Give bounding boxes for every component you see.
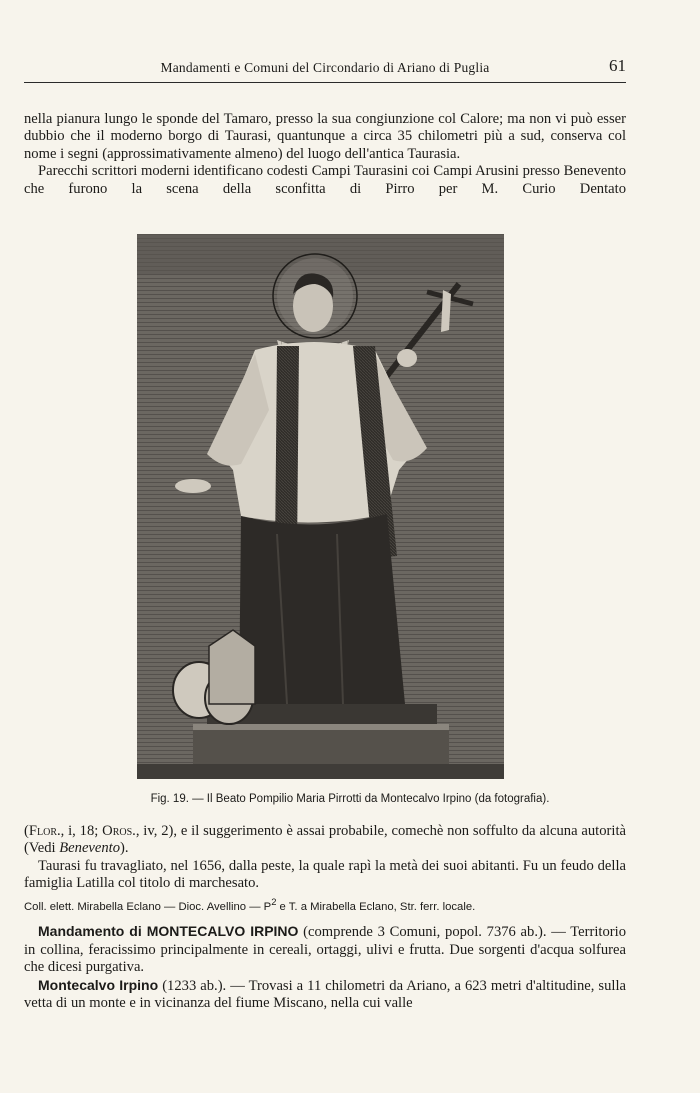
montecalvo-heading: Montecalvo Irpino — [38, 976, 159, 993]
montecalvo-paragraph — [24, 977, 626, 1013]
mandamento-heading: Mandamento di MONTECALVO IRPINO — [38, 923, 299, 940]
ref-oros-location: , iv, 2), e il suggerimento è assai probabile, comechè non soffulto da alcuna autorità (Vedi — [24, 823, 626, 857]
ref-benevento: Benevento — [59, 840, 121, 857]
running-header — [24, 56, 626, 83]
montecalvo-text: (1233 ab.). — Trovasi a 11 chilometri da Ariano, a 623 metri d'altitudine, sulla vetta di un monte e in vicinanza del fiume Miscano, nella cui valle — [24, 977, 626, 1012]
mandamento-text: (comprende 3 Comuni, popol. 7376 ab.). — Territorio in collina, feracissimo principalmente in cereali, ortaggi, ulivi e frutta. Due sorgenti d'acqua solfurea che dicesi purgativa. — [24, 924, 626, 976]
electoral-info — [24, 894, 626, 915]
intro-paragraph-2: Parecchi scrittori moderni identificano codesti Campi Taurasini coi Campi Arusini presso Benevento che furono la scena della sconfitta di Pirro per M. Curio Dentato — [24, 163, 626, 197]
ref-flor: Flor. — [28, 823, 61, 839]
page-number: 61 — [609, 56, 626, 75]
ref-oros: Oros. — [102, 823, 136, 839]
intro-text — [24, 111, 626, 198]
electoral-info-sup: 2 — [271, 895, 277, 907]
engraving-figure — [137, 234, 504, 779]
electoral-info-b: e T. a Mirabella Eclano, Str. ferr. locale. — [276, 900, 476, 913]
ref-tail: ). — [120, 840, 129, 857]
ref-flor-location: , i, 18; — [60, 823, 103, 839]
body-text — [24, 823, 626, 1012]
header-title: Mandamenti e Comuni del Circondario di Ariano di Puglia — [160, 60, 490, 75]
engraving-illustration — [137, 234, 504, 779]
intro-paragraph-1: nella pianura lungo le sponde del Tamaro, presso la sua congiunzione col Calore; ma non vi può esser dubbio che il moderno borgo di Taurasi, quantunque a circa 35 chilometri più a sud, conserva col nome i segni (approssimativamente almeno) del luogo dell'antica Taurasia. — [24, 111, 626, 162]
figure-caption: Fig. 19. — Il Beato Pompilio Maria Pirrotti da Montecalvo Irpino (da fotografia). — [150, 793, 550, 805]
electoral-info-a: Coll. elett. Mirabella Eclano — Dioc. Avellino — P — [24, 900, 272, 913]
references-paragraph: (Flor., i, 18; Oros., iv, 2), e il suggerimento è assai probabile, comechè non soffulto da alcuna autorità (Vedi Benevento). — [24, 823, 626, 857]
taurasi-paragraph: Taurasi fu travagliato, nel 1656, dalla peste, la quale rapì la metà dei suoi abitanti. Fu un feudo della famiglia Latilla col titolo di marchesato. — [24, 857, 626, 892]
mandamento-paragraph — [24, 923, 626, 976]
